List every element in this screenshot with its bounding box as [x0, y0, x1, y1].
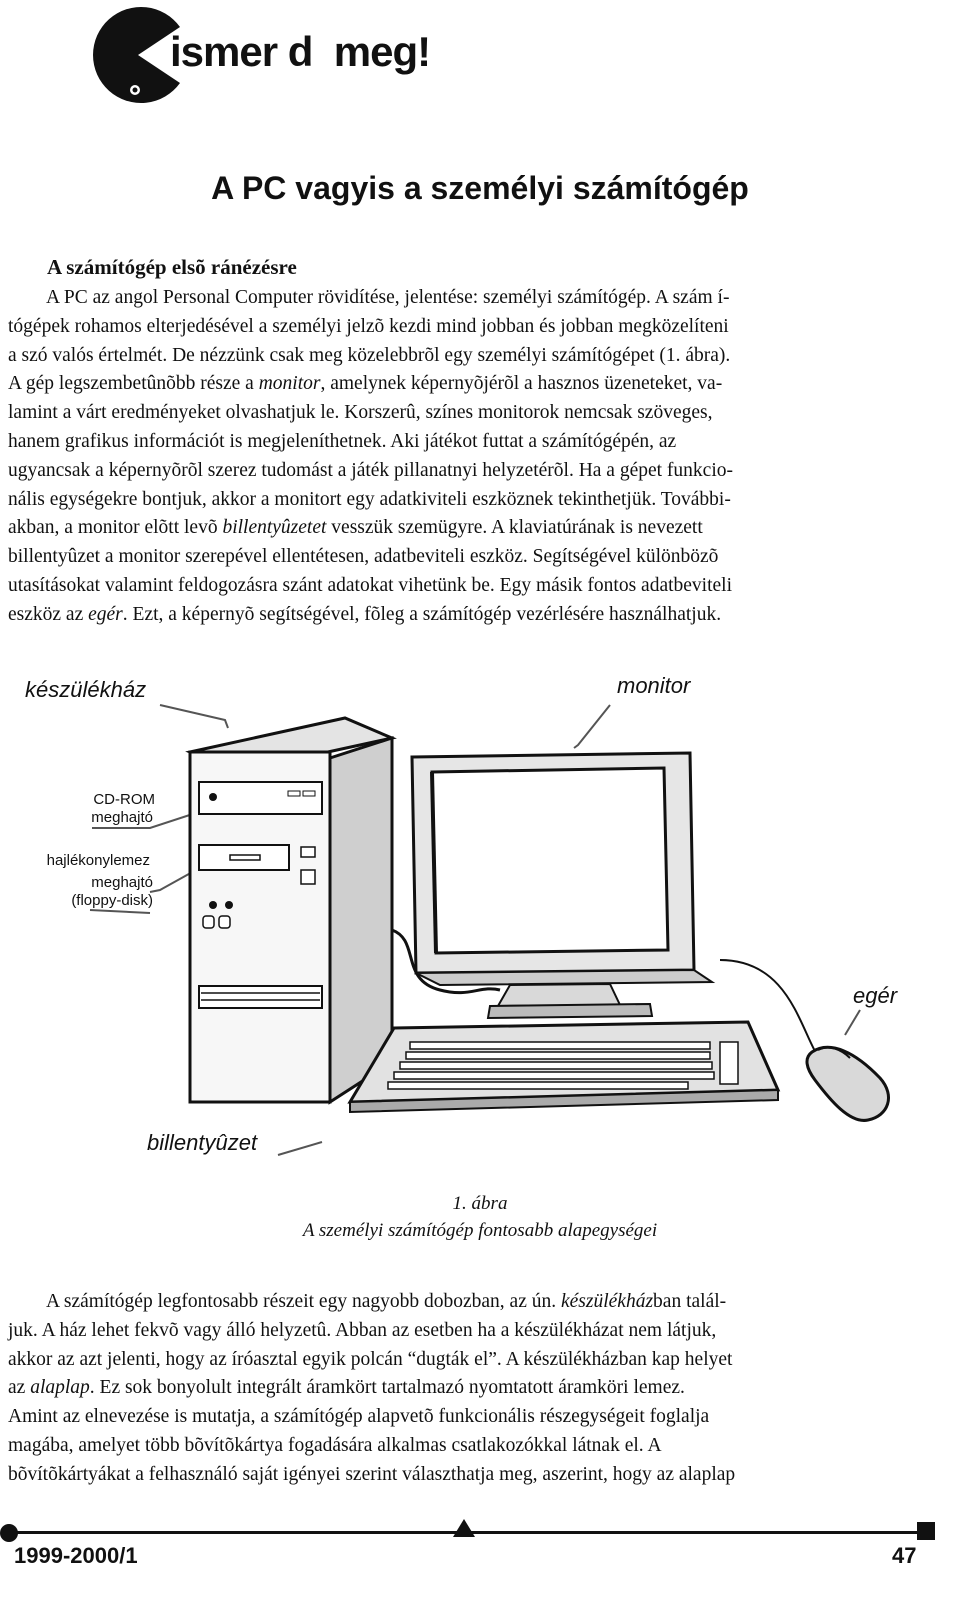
text-line — [8, 601, 952, 630]
monitor — [412, 753, 712, 1018]
text-span: , amelynek képernyõjérõl a hasznos üzeneteket, va- — [320, 373, 723, 395]
text-line: billentyûzet a monitor szerepével ellentétesen, adatbeviteli eszköz. Segítségével különbözõ — [8, 546, 719, 568]
text-line — [8, 1288, 952, 1317]
text-line: ugyancsak a képernyõrõl szerez tudomást a játék pillanatnyi helyzetérõl. Ha a gépet funkcio- — [8, 459, 733, 481]
footer-square-icon — [917, 1522, 935, 1540]
label-monitor: monitor — [617, 673, 691, 698]
text-line: juk. A ház lehet fekvõ vagy álló helyzetû. Abban az esetben ha a készülékházat nem látjuk, — [8, 1319, 717, 1341]
text-span: A számítógép legfontosabb részeit egy nagyobb dobozban, az ún. — [46, 1291, 561, 1312]
tower-case — [190, 718, 392, 1102]
text-line: akkor az azt jelenti, hogy az íróasztal egyik polcán “dugták el”. A készülékházban kap helyet — [8, 1348, 733, 1370]
text-line — [8, 370, 952, 399]
label-keyboard: billentyûzet — [147, 1130, 258, 1155]
text-line: Amint az elnevezése is mutatja, a számítógép alapvetõ funkcionális részegységeit foglalja — [8, 1406, 710, 1428]
text-line: hanem grafikus információt is megjeleníthetnek. Aki játékot futtat a számítógépén, az — [8, 430, 677, 452]
text-line: lamint a várt eredményeket olvashatjuk le. Korszerû, színes monitorok nemcsak szöveges, — [8, 402, 713, 424]
text-span: az — [8, 1377, 31, 1399]
label-floppy: meghajtó — [91, 874, 153, 891]
page-number: 47 — [892, 1543, 917, 1568]
label-floppy: hajlékonylemez — [46, 852, 150, 869]
text-line: tógépek rohamos elterjedésével a személyi jelzõ kezdi mind jobban és jobban megközelíteni — [8, 315, 729, 337]
text-line — [8, 1374, 952, 1403]
label-cdrom: CD-ROM — [93, 791, 155, 808]
pc-illustration — [0, 660, 960, 1200]
paragraph-2 — [8, 1288, 952, 1490]
text-span: vesszük szemügyre. A klaviatúrának is nevezett — [326, 517, 703, 539]
magazine-section-title: ismer d meg! — [170, 28, 431, 75]
term-mouse: egér — [88, 603, 123, 625]
term-keyboard: billentyûzetet — [222, 517, 327, 539]
mouse — [807, 1047, 889, 1120]
text-line: A PC az angol Personal Computer rövidítése, jelentése: személyi számítógép. A szám í- — [46, 287, 730, 308]
article-title: A PC vagyis a személyi számítógép — [211, 170, 749, 206]
issue-number: 1999-2000/1 — [14, 1543, 138, 1568]
footer-triangle-icon — [453, 1519, 475, 1537]
text-span: A gép legszembetûnõbb része a — [8, 373, 259, 395]
figure-caption-number: 1. ábra — [452, 1193, 508, 1214]
text-line: nális egységekre bontjuk, akkor a monitort egy adatkiviteli eszköznek tekinthetjük. További- — [8, 488, 731, 510]
label-floppy: (floppy-disk) — [71, 892, 153, 909]
text-line — [8, 514, 952, 543]
text-line: a szó valós értelmét. De nézzünk csak meg közelebbrõl egy személyi számítógépet (1. ábra). — [8, 344, 731, 366]
figure-caption: A személyi számítógép fontosabb alapegységei — [302, 1220, 658, 1241]
paragraph-1 — [8, 284, 952, 630]
section-heading: A számítógép elsõ ránézésre — [47, 255, 297, 279]
text-span: . Ezt, a képernyõ segítségével, fõleg a számítógép vezérlésére használhatjuk. — [122, 603, 722, 625]
label-mouse: egér — [853, 983, 898, 1008]
keyboard — [350, 1022, 778, 1112]
text-line: bõvítõkártyákat a felhasználó saját igényei szerint választhatja meg, aszerint, hogy az alaplap — [8, 1463, 736, 1485]
footer-dot-icon — [0, 1524, 18, 1542]
text-span: eszköz az — [8, 603, 89, 625]
text-line: magába, amelyet több bõvítõkártya fogadására alkalmas csatlakozókkal látnak el. A — [8, 1434, 662, 1456]
label-cdrom: meghajtó — [91, 809, 153, 826]
text-span: akban, a monitor elõtt levõ — [8, 517, 223, 539]
term-monitor: monitor — [258, 373, 321, 395]
term-motherboard: alaplap — [30, 1377, 90, 1399]
text-line: utasításokat valamint feldogozásra szánt adatokat vihetünk be. Egy másik fontos adatbeviteli — [8, 574, 732, 596]
text-span: ban talál- — [653, 1291, 727, 1312]
text-span: . Ez sok bonyolult integrált áramkört tartalmazó nyomtatott áramköri lemez. — [89, 1377, 685, 1399]
term-case: készülékház — [560, 1291, 654, 1312]
label-case: készülékház — [25, 677, 147, 702]
